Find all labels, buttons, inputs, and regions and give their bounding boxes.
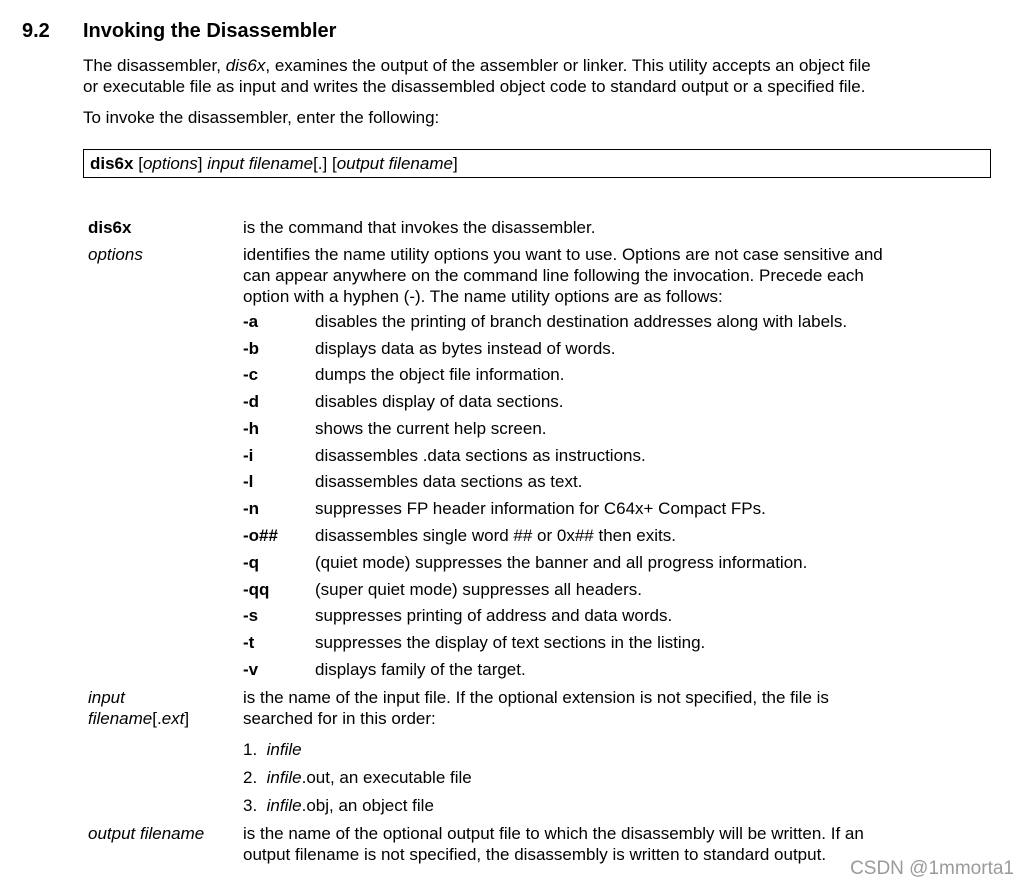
desc-output-line2: output filename is not specified, the disassembly is written to standard output. (243, 845, 827, 864)
desc-input-line2: searched for in this order: (243, 709, 436, 728)
desc-options-line1: identifies the name utility options you want to use. Options are not case sensitive and (243, 245, 883, 264)
term-options: options (88, 245, 143, 264)
list-number: 3. (243, 796, 258, 815)
option-flag: -q (243, 553, 260, 572)
desc-input-line1: is the name of the input file. If the optional extension is not specified, the file is (243, 688, 829, 707)
option-flag: -v (243, 660, 259, 679)
desc-options-line2: can appear anywhere on the command line following the invocation. Precede each (243, 266, 864, 285)
watermark: CSDN @1mmorta1 (850, 858, 1014, 879)
desc-options-line3: option with a hyphen (-). The name utility options are as follows: (243, 287, 723, 306)
option-desc: displays data as bytes instead of words. (315, 339, 616, 358)
desc-input (243, 687, 973, 729)
list-number: 1. (243, 740, 258, 759)
command-output: output filename (336, 154, 453, 173)
option-flag: -l (243, 472, 254, 491)
option-flag: -a (243, 312, 259, 331)
term-input-bracket-close: ] (184, 709, 190, 728)
term-dis6x: dis6x (88, 218, 132, 237)
option-desc: suppresses the display of text sections in the listing. (315, 633, 706, 652)
list-infile: infile (266, 796, 302, 815)
option-desc: (quiet mode) suppresses the banner and all progress information. (315, 553, 808, 572)
option-flag: -qq (243, 580, 270, 599)
option-flag: -d (243, 392, 260, 411)
invoke-instruction: To invoke the disassembler, enter the following: (83, 108, 440, 127)
term-input (88, 687, 189, 729)
term-output: output filename (88, 824, 205, 843)
section-number: 9.2 (22, 20, 50, 42)
desc-output-line1: is the name of the optional output file to which the disassembly will be written. If an (243, 824, 864, 843)
list-rest: .obj, an object file (301, 796, 434, 815)
search-order-item (243, 740, 302, 760)
intro-emphasis: dis6x (225, 56, 266, 75)
option-desc: suppresses FP header information for C64x+ Compact FPs. (315, 499, 766, 518)
command-sep: ] (197, 154, 208, 173)
command-name: dis6x (90, 154, 134, 173)
option-desc: dumps the object file information. (315, 365, 565, 384)
option-flag: -b (243, 339, 260, 358)
option-flag: -o## (243, 526, 278, 545)
list-infile: infile (266, 768, 302, 787)
term-input-ext: ext (161, 709, 185, 728)
term-input-bracket: [. (152, 709, 162, 728)
option-desc: (super quiet mode) suppresses all headers. (315, 580, 642, 599)
command-syntax-box (83, 149, 991, 178)
option-flag: -s (243, 606, 259, 625)
option-flag: -n (243, 499, 260, 518)
option-desc: disables the printing of branch destination addresses along with labels. (315, 312, 848, 331)
option-desc: disassembles .data sections as instructions. (315, 446, 646, 465)
option-flag: -i (243, 446, 254, 465)
term-input-line1: input (88, 688, 125, 707)
desc-dis6x: is the command that invokes the disassembler. (243, 218, 596, 237)
command-sep: [ (133, 154, 143, 173)
option-flag: -t (243, 633, 255, 652)
command-input: input filename (207, 154, 314, 173)
intro-paragraph (83, 55, 993, 97)
option-flag: -h (243, 419, 260, 438)
search-order-item (243, 796, 434, 816)
option-desc: disassembles data sections as text. (315, 472, 583, 491)
option-desc: suppresses printing of address and data words. (315, 606, 673, 625)
option-desc: displays family of the target. (315, 660, 526, 679)
term-input-filename: filename (88, 709, 153, 728)
list-rest: .out, an executable file (301, 768, 472, 787)
section-title: Invoking the Disassembler (83, 20, 337, 42)
intro-text-a: The disassembler, (83, 56, 226, 75)
intro-text-b: , examines the output of the assembler or linker. This utility accepts an object file (265, 56, 871, 75)
search-order-item (243, 768, 472, 788)
option-desc: disables display of data sections. (315, 392, 564, 411)
option-flag: -c (243, 365, 259, 384)
intro-text-line2: or executable file as input and writes the disassembled object code to standard output or a specified file. (83, 77, 866, 96)
command-options: options (142, 154, 198, 173)
option-desc: disassembles single word ## or 0x## then exits. (315, 526, 676, 545)
option-desc: shows the current help screen. (315, 419, 547, 438)
desc-options (243, 244, 973, 307)
command-sep: [.] [ (313, 154, 337, 173)
list-infile: infile (266, 740, 302, 759)
list-number: 2. (243, 768, 258, 787)
command-sep: ] (452, 154, 458, 173)
